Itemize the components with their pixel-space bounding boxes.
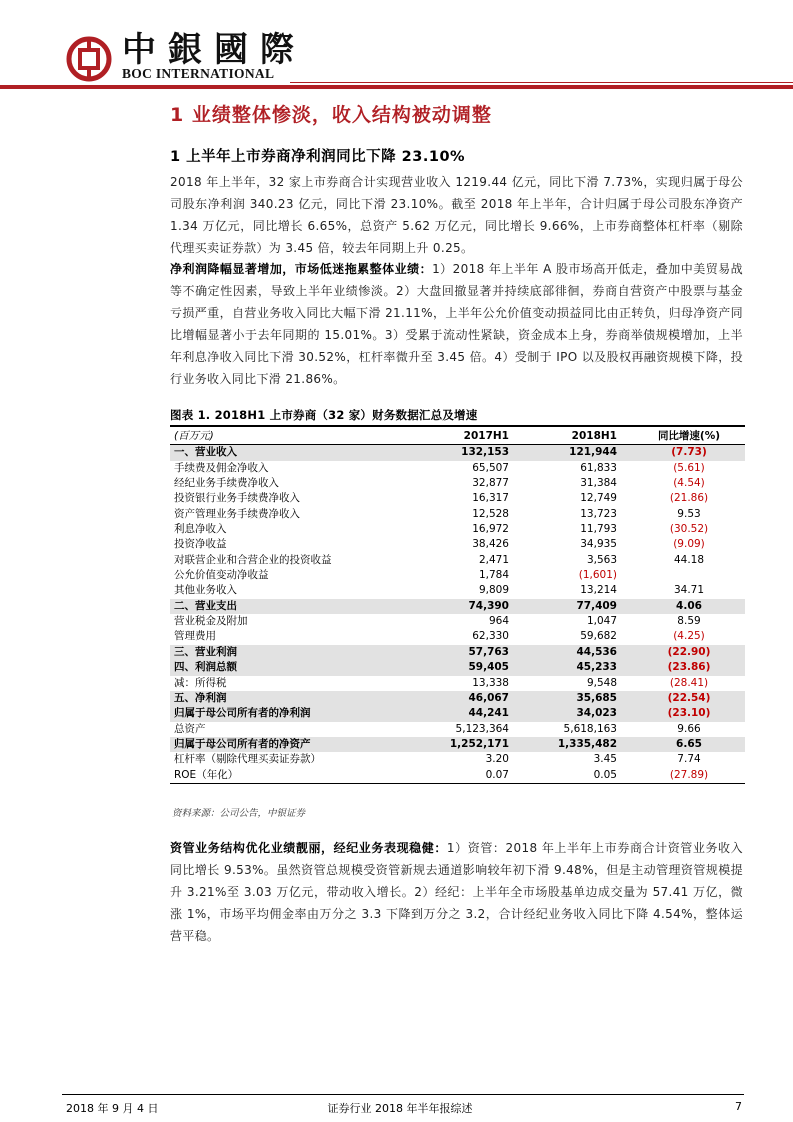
table-row (170, 645, 745, 660)
row-label: 其他业务收入 (174, 584, 237, 597)
table-row (170, 660, 745, 675)
table-header-row (170, 429, 745, 445)
value-2018h1: (1,601) (578, 569, 617, 582)
value-yoy-change: (9.09) (673, 538, 705, 551)
value-2017h1: 16,972 (472, 523, 509, 536)
paragraph-asset-mgmt (170, 837, 743, 947)
paragraph-body: 1）资管：2018 年上半年上市券商合计资管业务收入同比增长 9.53%。虽然资管总规模受资管新规去通道影响较年初下滑 9.48%，但是主动管理资管规模提升 3.21%至 3.03 万亿元，带动收入增长。2）经纪：上半年全市场股基单边成交量为 57.41 万亿，微涨 1%，市场平均佣金率由万分之 3.3 下降到万分之 3.2，合计经纪业务收入同比下降 4.54%，整体运营平稳。 (170, 841, 743, 943)
row-label: 二、营业支出 (174, 599, 237, 612)
section-subtitle: 1 上半年上市券商净利润同比下降 23.10% (170, 149, 466, 165)
paragraph-body: 1）2018 年上半年 A 股市场高开低走，叠加中美贸易战等不确定性因素，导致上半年业绩惨淡。2）大盘回撤显著并持续底部徘徊，券商自营资产中股票与基金亏损严重，自营业务收入同比大幅下滑 21.11%，上半年公允价值变动损益同比由正转负，归母净资产同比增幅显著小于去年同期的 15.01%。3）受累于流动性紧缺，资金成本上身，券商举债规模增加，上半年利息净收入同比下滑 30.52%，杠杆率微升至 3.45 倍。4）受制于 IPO 以及股权再融资规模下降，投行业务收入同比下滑 21.86%。 (170, 262, 743, 386)
table-row (170, 676, 745, 691)
table-unit: (百万元) (174, 430, 214, 442)
table-row (170, 461, 745, 476)
paragraph-summary: 2018 年上半年，32 家上市券商合计实现营业收入 1219.44 亿元，同比下滑 7.73%，实现归属于母公司股东净利润 340.23 亿元，同比下滑 23.10%。截至 2018 年上半年，合计归属于母公司股东净资产 1.34 万亿元，同比增长 6.65%，总资产 5.62 万亿元，同比增长 9.66%，上市券商整体杠杆率（剔除代理买卖证券款）为 3.45 倍，较去年同期上升 0.25。 (170, 175, 743, 255)
table-row (170, 491, 745, 506)
table-row (170, 568, 745, 583)
column-header: 2017H1 (463, 430, 509, 442)
value-2017h1: 12,528 (472, 507, 509, 520)
page-number: 7 (735, 1100, 742, 1113)
boc-logo-icon (66, 36, 112, 82)
value-2018h1: 3.45 (593, 753, 617, 766)
value-yoy-change: (21.86) (669, 492, 709, 505)
table-row (170, 445, 745, 461)
table-source: 资料来源：公司公告，中银证券 (172, 808, 306, 819)
value-yoy-change: 9.66 (677, 722, 701, 735)
value-2017h1: 1,784 (478, 569, 509, 582)
row-label: 归属于母公司所有者的净利润 (174, 707, 311, 720)
table-row (170, 691, 745, 706)
table-body (170, 445, 745, 784)
row-label: 三、营业利润 (174, 645, 237, 658)
table-row (170, 553, 745, 568)
row-label: 公允价值变动净收益 (174, 569, 269, 582)
value-2017h1: 62,330 (472, 630, 509, 643)
value-2018h1: 31,384 (580, 477, 617, 490)
value-2018h1: 3,563 (586, 553, 617, 566)
value-yoy-change: (27.89) (669, 768, 709, 781)
table-row (170, 614, 745, 629)
row-label: 营业税金及附加 (174, 615, 248, 628)
row-label: 对联营企业和合营企业的投资收益 (174, 553, 332, 566)
value-2018h1: 1,335,482 (557, 737, 617, 750)
value-2017h1: 5,123,364 (455, 722, 509, 735)
value-2018h1: 9,548 (586, 676, 617, 689)
value-2017h1: 32,877 (472, 477, 509, 490)
row-label: 经纪业务手续费净收入 (174, 477, 279, 490)
footer-divider (62, 1094, 744, 1095)
row-label: 减：所得税 (174, 676, 227, 689)
value-2017h1: 44,241 (468, 707, 509, 720)
table-row (170, 583, 745, 598)
footer-date: 2018 年 9 月 4 日 (66, 1102, 159, 1115)
value-2017h1: 65,507 (472, 461, 509, 474)
table-row (170, 706, 745, 721)
paragraph-profit-decline (170, 258, 743, 390)
value-2017h1: 13,338 (472, 676, 509, 689)
value-2018h1: 45,233 (576, 661, 617, 674)
value-yoy-change: (4.25) (673, 630, 705, 643)
value-2017h1: 132,153 (461, 446, 509, 459)
table-row (170, 476, 745, 491)
value-2018h1: 34,023 (576, 707, 617, 720)
table-row (170, 522, 745, 537)
row-label: 投资银行业务手续费净收入 (174, 492, 300, 505)
value-2018h1: 34,935 (580, 538, 617, 551)
value-2018h1: 1,047 (586, 615, 617, 628)
row-label: 归属于母公司所有者的净资产 (174, 737, 311, 750)
row-label: 管理费用 (174, 630, 216, 643)
value-yoy-change: (22.90) (667, 645, 711, 658)
value-2017h1: 16,317 (472, 492, 509, 505)
value-2017h1: 0.07 (485, 768, 509, 781)
value-yoy-change: 6.65 (676, 737, 702, 750)
brand-name-en: BOC INTERNATIONAL (122, 66, 275, 81)
value-yoy-change: (23.86) (667, 661, 711, 674)
table-row (170, 599, 745, 614)
value-2017h1: 9,809 (478, 584, 509, 597)
row-label: 总资产 (174, 722, 206, 735)
value-2018h1: 11,793 (580, 523, 617, 536)
value-2018h1: 77,409 (576, 599, 617, 612)
row-label: ROE（年化） (174, 768, 239, 781)
value-2018h1: 5,618,163 (563, 722, 617, 735)
value-2018h1: 13,723 (580, 507, 617, 520)
value-2017h1: 964 (488, 615, 509, 628)
table-row (170, 629, 745, 644)
value-2017h1: 2,471 (478, 553, 509, 566)
footer-title: 证券行业 2018 年半年报综述 (327, 1102, 473, 1115)
column-header: 2018H1 (571, 430, 617, 442)
value-yoy-change: 8.59 (677, 615, 701, 628)
value-yoy-change: 9.53 (677, 507, 701, 520)
value-yoy-change: 44.18 (673, 553, 705, 566)
row-label: 杠杆率（剔除代理买卖证券款） (174, 753, 321, 766)
value-2018h1: 61,833 (580, 461, 617, 474)
value-yoy-change: (4.54) (673, 477, 705, 490)
brand-name-cn: 中銀國際 (122, 30, 306, 70)
table-row (170, 722, 745, 737)
page-header (0, 0, 793, 100)
row-label: 投资净收益 (174, 538, 227, 551)
table-row (170, 507, 745, 522)
row-label: 利息净收入 (174, 523, 227, 536)
value-2018h1: 35,685 (576, 691, 617, 704)
value-yoy-change: (5.61) (673, 461, 705, 474)
value-yoy-change: (23.10) (667, 707, 711, 720)
value-2018h1: 59,682 (580, 630, 617, 643)
row-label: 四、利润总额 (174, 661, 237, 674)
value-2017h1: 57,763 (468, 645, 509, 658)
table-title: 图表 1. 2018H1 上市券商（32 家）财务数据汇总及增速 (170, 408, 478, 422)
value-yoy-change: 34.71 (673, 584, 705, 597)
value-2017h1: 46,067 (468, 691, 509, 704)
column-header: 同比增速(%) (657, 430, 721, 442)
value-2017h1: 74,390 (468, 599, 509, 612)
row-label: 资产管理业务手续费净收入 (174, 507, 300, 520)
table-row (170, 737, 745, 752)
header-divider-thin (290, 82, 793, 83)
financial-table (170, 429, 745, 784)
value-yoy-change: (30.52) (669, 523, 709, 536)
table-row (170, 768, 745, 784)
table-title-divider (170, 425, 745, 427)
value-2017h1: 3.20 (485, 753, 509, 766)
row-label: 手续费及佣金净收入 (174, 461, 269, 474)
value-yoy-change (631, 568, 745, 583)
value-2018h1: 0.05 (593, 768, 617, 781)
paragraph-lead: 净利润降幅显著增加，市场低迷拖累整体业绩： (170, 262, 433, 276)
value-yoy-change: (22.54) (667, 691, 711, 704)
value-2018h1: 44,536 (576, 645, 617, 658)
value-2017h1: 38,426 (472, 538, 509, 551)
header-divider (0, 85, 793, 89)
row-label: 一、营业收入 (174, 446, 237, 459)
row-label: 五、净利润 (174, 691, 227, 704)
table-row (170, 537, 745, 552)
paragraph-lead: 资管业务结构优化业绩靓丽，经纪业务表现稳健： (170, 841, 447, 855)
value-yoy-change: (28.41) (669, 676, 709, 689)
value-2018h1: 13,214 (580, 584, 617, 597)
value-2018h1: 12,749 (580, 492, 617, 505)
value-yoy-change: 4.06 (676, 599, 702, 612)
value-2018h1: 121,944 (569, 446, 617, 459)
value-yoy-change: 7.74 (677, 753, 701, 766)
table-row (170, 752, 745, 767)
value-2017h1: 1,252,171 (449, 737, 509, 750)
value-2017h1: 59,405 (468, 661, 509, 674)
value-yoy-change: (7.73) (671, 446, 707, 459)
section-title: 1 业绩整体惨淡，收入结构被动调整 (170, 104, 492, 126)
